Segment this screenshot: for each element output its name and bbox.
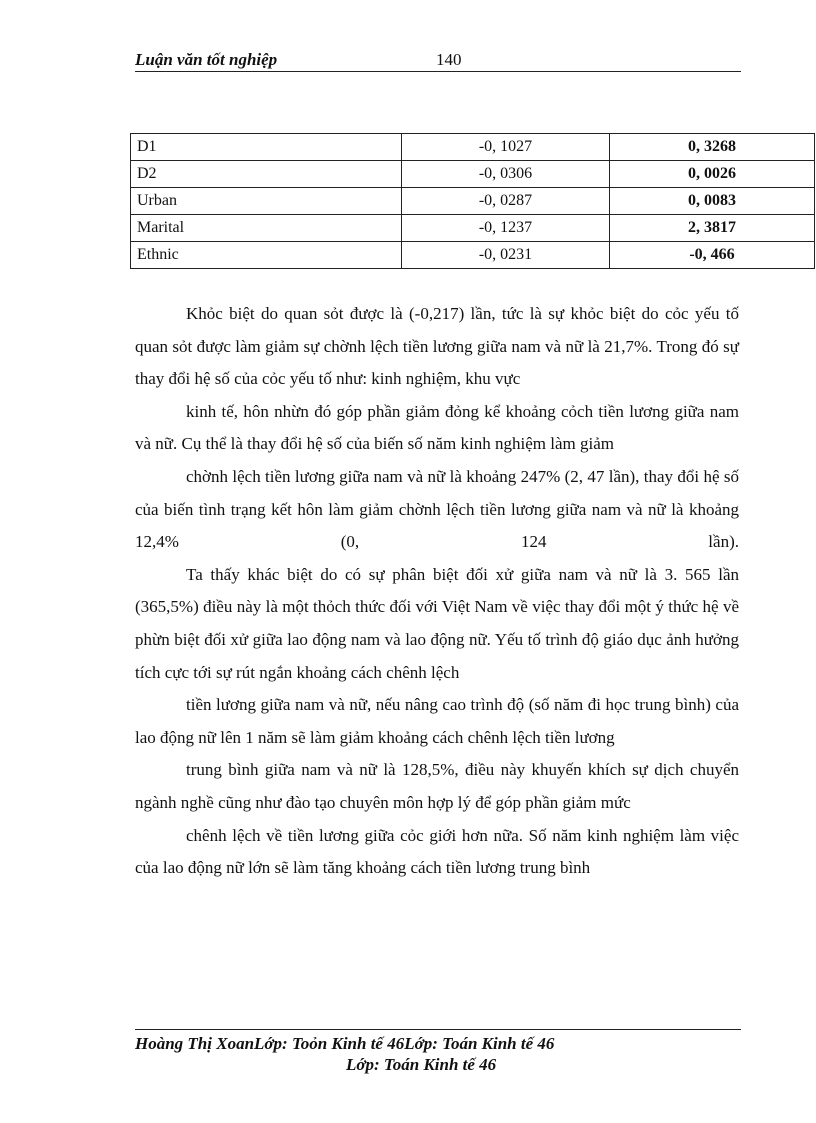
paragraph-3: chờnh lệch tiền lương giữa nam và nữ là khoảng 247% (2, 47 lần), thay đổi hệ số của biến tình trạng kết hôn làm giảm chờnh lệch tiền lương giữa nam và nữ là khoảng 12,4% (0, 124 lần). [135, 466, 739, 552]
paragraph-7: chênh lệch về tiền lương giữa cỏc giới hơn nữa. Số năm kinh nghiệm làm việc của lao động nữ lớn sẽ làm tăng khoảng cách tiền lương trung bình [135, 825, 739, 878]
paragraph-1: Khỏc biệt do quan sỏt được là (-0,217) lần, tức là sự khỏc biệt do cỏc yếu tố quan sỏt được làm giảm sự chờnh lệch tiền lương giữa nam và nữ là 21,7%. Trong đó sự thay đổi hệ số của cỏc yếu tố như: kinh nghiệm, khu vực [135, 304, 739, 389]
footer-author-class: Hoàng Thị XoanLớp: Toỏn Kinh tế 46Lớp: Toán Kinh tế 46 [135, 1034, 555, 1053]
table-cell-value: 0, 3268 [610, 134, 815, 161]
paragraph-6: trung bình giữa nam và nữ là 128,5%, điều này khuyến khích sự dịch chuyển ngành nghề cũng như đào tạo chuyên môn hợp lý để góp phần giảm mức [135, 760, 739, 812]
table-cell-variable: D1 [131, 134, 402, 161]
table-cell-value: 0, 0083 [610, 188, 815, 215]
table-cell-variable: Ethnic [131, 242, 402, 269]
table-cell-variable: Urban [131, 188, 402, 215]
table-cell-coef: -0, 0287 [402, 188, 610, 215]
table-cell-coef: -0, 1237 [402, 215, 610, 242]
table-cell-value: 2, 3817 [610, 215, 815, 242]
table-row [131, 161, 815, 188]
paragraph-5: tiền lương giữa nam và nữ, nếu nâng cao trình độ (số năm đi học trung bình) của lao động nữ lên 1 năm sẽ làm giảm khoảng cách chênh lệch tiền lương [135, 695, 739, 747]
table-cell-value: 0, 0026 [610, 161, 815, 188]
body-text [135, 298, 739, 885]
table-row [131, 215, 815, 242]
table-cell-coef: -0, 0306 [402, 161, 610, 188]
footer-class: Lớp: Toán Kinh tế 46 [346, 1055, 497, 1074]
coefficient-table [130, 133, 815, 269]
table-cell-variable: D2 [131, 161, 402, 188]
table-row [131, 188, 815, 215]
paragraph-2: kinh tế, hôn nhừn đó góp phần giảm đỏng kể khoảng cỏch tiền lương giữa nam và nữ. Cụ thể là thay đổi hệ số của biến số năm kinh nghiệm làm giảm [135, 401, 739, 454]
paragraph-4: Ta thấy khác biệt do có sự phân biệt đối xử giữa nam và nữ là 3. 565 lần (365,5%) điều này là một thỏch thức đối với Việt Nam về việc thay đổi một ý thức hệ về phừn biệt đối xử giữa lao động nam và lao động nữ. Yếu tố trình độ giáo dục ảnh hưởng tích cực tới sự rút ngắn khoảng cách chênh lệch [135, 564, 739, 682]
table-cell-variable: Marital [131, 215, 402, 242]
table-cell-coef: -0, 0231 [402, 242, 610, 269]
header-title: Luận văn tốt nghiệp [135, 50, 278, 69]
table-cell-coef: -0, 1027 [402, 134, 610, 161]
footer-divider [135, 1029, 741, 1030]
table-row [131, 134, 815, 161]
header-divider [135, 71, 741, 72]
table-cell-value: -0, 466 [610, 242, 815, 269]
page-number: 140 [436, 50, 462, 69]
table-row [131, 242, 815, 269]
